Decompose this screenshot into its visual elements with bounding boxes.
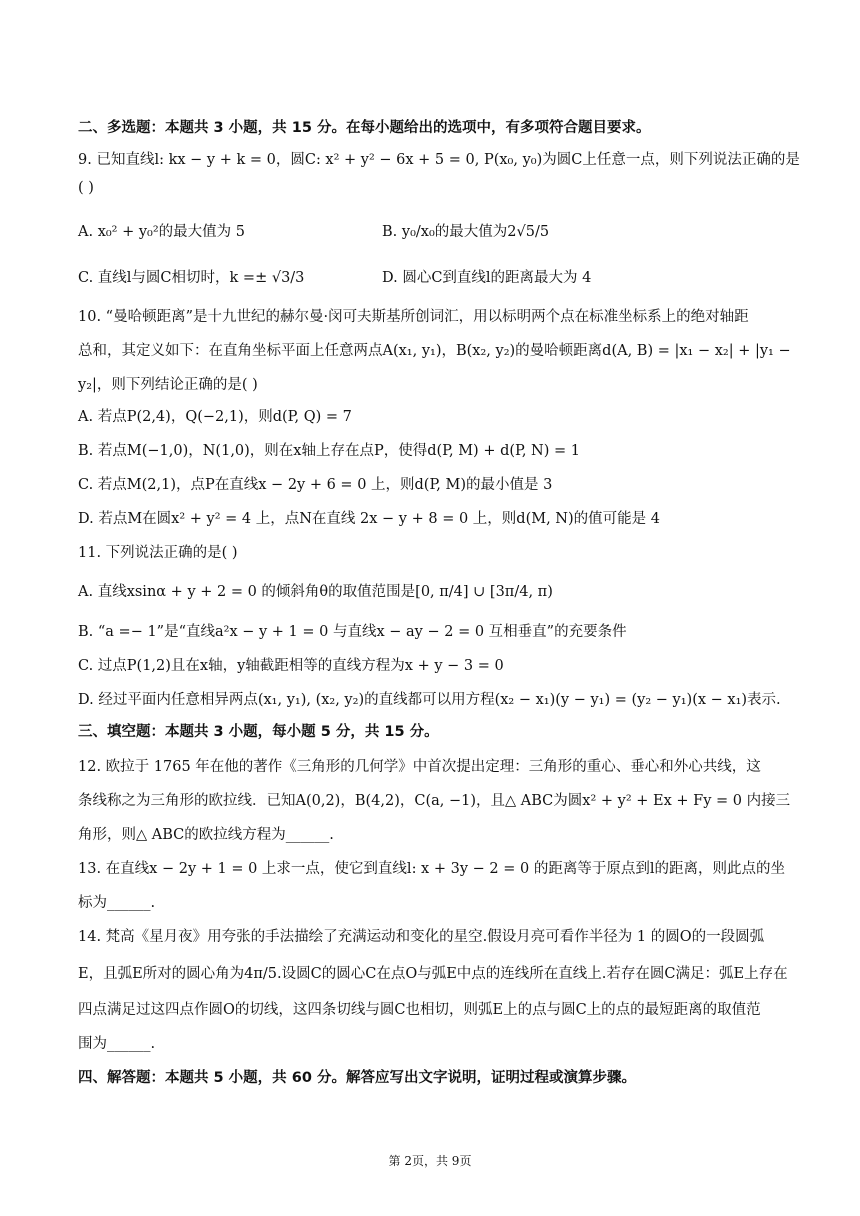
question-11-option-a: A. 直线xsinα + y + 2 = 0 的倾斜角θ的取值范围是[0, π/4] ∪ [3π/4, π) [78, 584, 553, 600]
question-9-option-d: D. 圆心C到直线l的距离最大为 4 [382, 270, 592, 286]
question-10-stem-line-3: y₂|，则下列结论正确的是( ) [78, 377, 258, 393]
question-13-stem-line-1: 13. 在直线x − 2y + 1 = 0 上求一点，使它到直线l: x + 3y − 2 = 0 的距离等于原点到l的距离，则此点的坐 [78, 861, 785, 877]
question-10-stem-line-2: 总和，其定义如下：在直角坐标平面上任意两点A(x₁, y₁)，B(x₂, y₂)的曼哈顿距离d(A, B) = |x₁ − x₂| + |y₁ − [78, 343, 791, 359]
question-10-stem-line-1: 10. “曼哈顿距离”是十九世纪的赫尔曼·闵可夫斯基所创词汇，用以标明两个点在标准坐标系上的绝对轴距 [78, 309, 749, 325]
question-9-option-b: B. y₀/x₀的最大值为2√5/5 [382, 224, 550, 240]
section-heading-fill-in: 三、填空题：本题共 3 小题，每小题 5 分，共 15 分。 [78, 724, 439, 740]
question-14-stem-line-1: 14. 梵高《星月夜》用夸张的手法描绘了充满运动和变化的星空.假设月亮可看作半径为 1 的圆O的一段圆弧 [78, 929, 765, 945]
question-11-stem: 11. 下列说法正确的是( ) [78, 545, 238, 561]
question-13-stem-line-2: 标为______. [78, 895, 156, 911]
question-10-option-a: A. 若点P(2,4)，Q(−2,1)，则d(P, Q) = 7 [78, 409, 352, 425]
question-10-option-b: B. 若点M(−1,0)，N(1,0)，则在x轴上存在点P，使得d(P, M) + d(P, N) = 1 [78, 443, 580, 459]
question-14-stem-line-4: 围为______. [78, 1036, 156, 1052]
question-11-option-b: B. “a =− 1”是“直线a²x − y + 1 = 0 与直线x − ay − 2 = 0 互相垂直”的充要条件 [78, 624, 627, 640]
question-9-option-c: C. 直线l与圆C相切时，k =± √3/3 [78, 270, 305, 286]
question-9-bracket: ( ) [78, 180, 94, 196]
question-9-stem: 9. 已知直线l: kx − y + k = 0，圆C: x² + y² − 6x + 5 = 0, P(x₀, y₀)为圆C上任意一点，则下列说法正确的是 [78, 152, 800, 168]
page-footer: 第 2页，共 9页 [388, 1154, 472, 1168]
question-12-stem-line-2: 条线称之为三角形的欧拉线．已知A(0,2)，B(4,2)，C(a, −1)，且△ ABC为圆x² + y² + Ex + Fy = 0 内接三 [78, 793, 791, 809]
section-heading-multiple-choice: 二、多选题：本题共 3 小题，共 15 分。在每小题给出的选项中，有多项符合题目要求。 [78, 120, 651, 136]
question-9-option-a: A. x₀² + y₀²的最大值为 5 [78, 224, 246, 240]
question-14-stem-line-3: 四点满足过这四点作圆O的切线，这四条切线与圆C也相切，则弧E上的点与圆C上的点的最短距离的取值范 [78, 1002, 761, 1018]
section-heading-free-response: 四、解答题：本题共 5 小题，共 60 分。解答应写出文字说明，证明过程或演算步骤。 [78, 1070, 636, 1086]
question-10-option-d: D. 若点M在圆x² + y² = 4 上，点N在直线 2x − y + 8 = 0 上，则d(M, N)的值可能是 4 [78, 511, 660, 527]
question-11-option-c: C. 过点P(1,2)且在x轴，y轴截距相等的直线方程为x + y − 3 = 0 [78, 658, 504, 674]
question-14-stem-line-2: E，且弧E所对的圆心角为4π/5.设圆C的圆心C在点O与弧E中点的连线所在直线上.若存在圆C满足：弧E上存在 [78, 966, 788, 982]
question-12-stem-line-1: 12. 欧拉于 1765 年在他的著作《三角形的几何学》中首次提出定理：三角形的重心、垂心和外心共线，这 [78, 759, 761, 775]
question-11-option-d: D. 经过平面内任意相异两点(x₁, y₁), (x₂, y₂)的直线都可以用方程(x₂ − x₁)(y − y₁) = (y₂ − y₁)(x − x₁)表示. [78, 692, 781, 708]
question-10-option-c: C. 若点M(2,1)，点P在直线x − 2y + 6 = 0 上，则d(P, M)的最小值是 3 [78, 477, 553, 493]
question-12-stem-line-3: 角形，则△ ABC的欧拉线方程为______. [78, 827, 334, 843]
